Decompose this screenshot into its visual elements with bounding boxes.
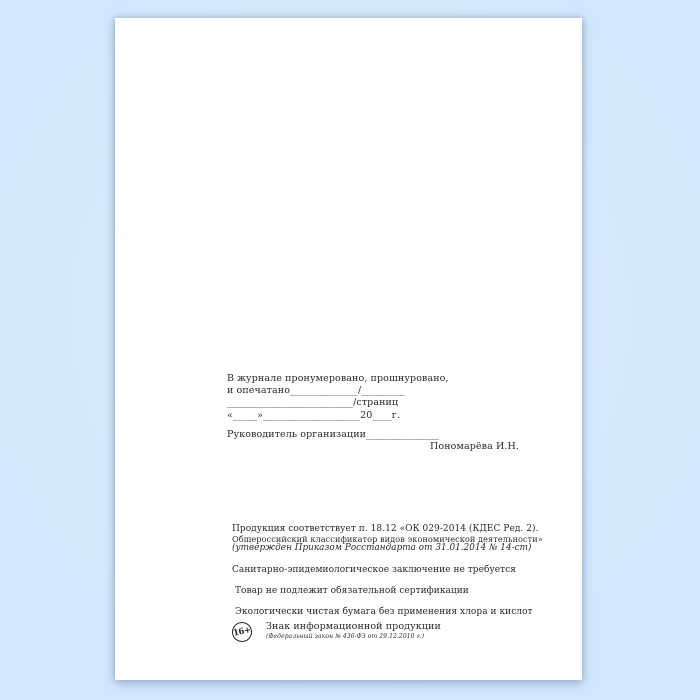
document-page [115,18,582,680]
compliance-line-1: Продукция соответствует п. 18.12 «ОК 029-2014 (КДЕС Ред. 2). [232,524,539,534]
compliance-line-3: (утвержден Приказом Росстандарта от 31.01.2014 № 14-ст) [232,543,532,553]
sanitary-statement: Санитарно-эпидемиологическое заключение не требуется [232,565,517,575]
certification-statement: Товар не подлежит обязательной сертификации [235,586,469,596]
journal-line-pages: __________________________/страниц [227,397,399,409]
journal-registration-block [227,373,523,453]
info-product-row [232,621,441,642]
info-product-sign-label: Знак информационной продукции [266,621,441,632]
eco-paper-statement: Экологически чистая бумага без применения хлора и кислот [235,607,533,617]
manager-signature-line: Руководитель организации_______________ [227,428,439,440]
signature-name: Пономарёва И.Н. [430,441,519,453]
compliance-line-2: Общероссийский классификатор видов экономической деятельности» [232,534,543,544]
journal-line-numbered: В журнале пронумеровано, прошнуровано, [227,373,449,384]
journal-line-date: «_____»____________________20____г. [227,409,400,421]
age-rating-16-badge: 16+ [230,620,254,644]
info-product-text [266,621,441,640]
info-product-law-note: (Федеральный закон № 436-ФЗ от 29.12.2010 г.) [266,632,425,640]
journal-line-sealed: и опечатано______________/_________ [227,385,405,397]
